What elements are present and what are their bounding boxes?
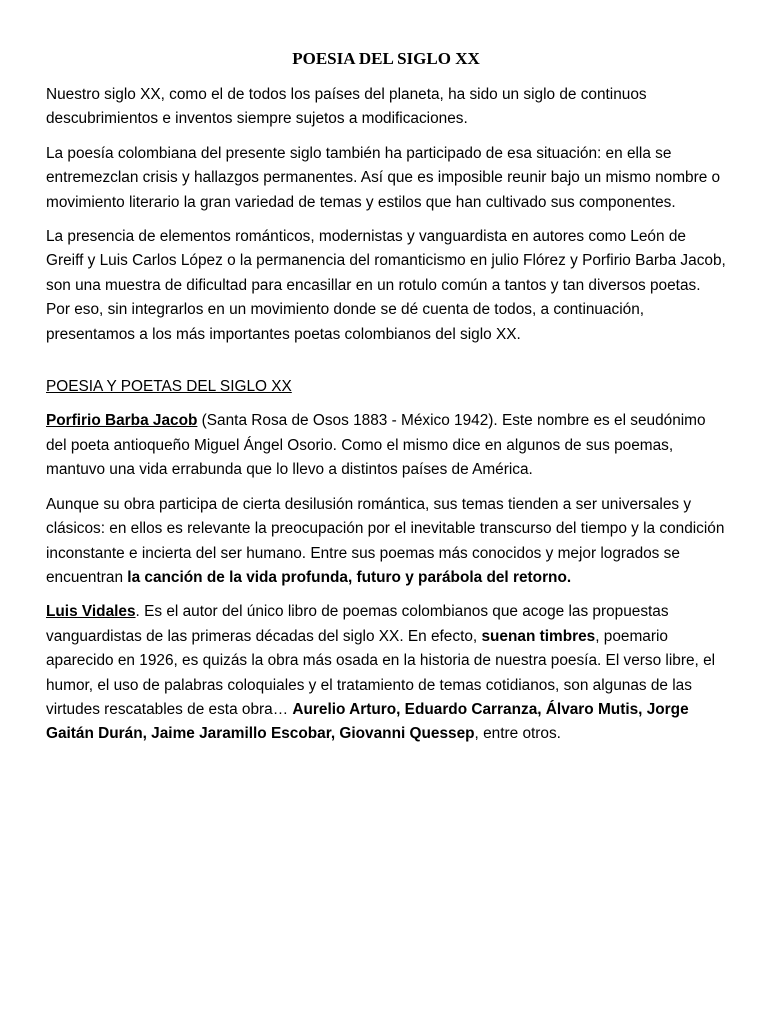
other-poets-list: Aurelio Arturo, Eduardo Carranza, Álvaro Mutis, Jorge Gaitán Durán, Jaime Jaramillo Escobar, Giovanni Quessep bbox=[46, 700, 689, 743]
intro-paragraph-2: La poesía colombiana del presente siglo también ha participado de esa situación: en ella se entremezclan crisis y hallazgos permanentes. Así que es imposible reunir bajo un mismo nombre o movimiento literario la gran variedad de temas y estilos que han cultivado sus componentes. bbox=[46, 144, 721, 211]
barba-jacob-paragraph-2 bbox=[46, 493, 726, 591]
poet-name-barba-jacob: Porfirio Barba Jacob bbox=[46, 412, 198, 430]
intro-paragraph-3: La presencia de elementos románticos, modernistas y vanguardista en autores como León de Greiff y Luis Carlos López o la permanencia del romanticismo en julio Flórez y Porfirio Barba Jacob, son una muestra de dificultad para encasillar en un rotulo común a tantos y tan diversos poetas. Por eso, sin integrarlos en un movimiento donde se dé cuenta de todos, a continuación, presentamos a los más importantes poetas colombianos del siglo XX. bbox=[46, 228, 726, 343]
barba-jacob-paragraph-1 bbox=[46, 409, 726, 482]
intro-paragraph-1: Nuestro siglo XX, como el de todos los países del planeta, ha sido un siglo de continuos descubrimientos e inventos siempre sujetos a modificaciones. bbox=[46, 86, 647, 128]
section-heading: POESIA Y POETAS DEL SIGLO XX bbox=[46, 378, 292, 396]
barba-jacob-work-text: Aunque su obra participa de cierta desilusión romántica, sus temas tienden a ser universales y clásicos: en ellos es relevante la preocupación por el inevitable transcurso del tiempo y la condición inconstante e incierta del ser humano. Entre sus poemas más conocidos y mejor logrados se encuentran bbox=[46, 495, 725, 586]
vidales-paragraph bbox=[46, 600, 726, 746]
poet-name-vidales: Luis Vidales bbox=[46, 603, 136, 621]
vidales-text-1: . Es el autor del único libro de poemas colombianos que acoge las propuestas vanguardistas de las primeras décadas del siglo XX. En efecto, bbox=[46, 603, 669, 645]
document-title: POESIA DEL SIGLO XX bbox=[292, 49, 480, 68]
barba-jacob-bio-text: (Santa Rosa de Osos 1883 - México 1942). Este nombre es el seudónimo del poeta antioqueño Miguel Ángel Osorio. Como el mismo dice en algunos de sus poemas, mantuvo una vida errabunda que lo llevo a distintos países de América. bbox=[46, 412, 706, 479]
vidales-book-title: suenan timbres bbox=[481, 627, 596, 645]
barba-jacob-poem-titles: la canción de la vida profunda, futuro y parábola del retorno. bbox=[127, 568, 572, 586]
vidales-text-2: , poemario aparecido en 1926, es quizás la obra más osada en la historia de nuestra poesía. El verso libre, el humor, el uso de palabras coloquiales y el tratamiento de temas cotidianos, son algunas de las virtudes rescatables de esta obra… bbox=[46, 627, 716, 718]
vidales-text-3: , entre otros. bbox=[474, 725, 561, 743]
document-page bbox=[46, 47, 726, 757]
